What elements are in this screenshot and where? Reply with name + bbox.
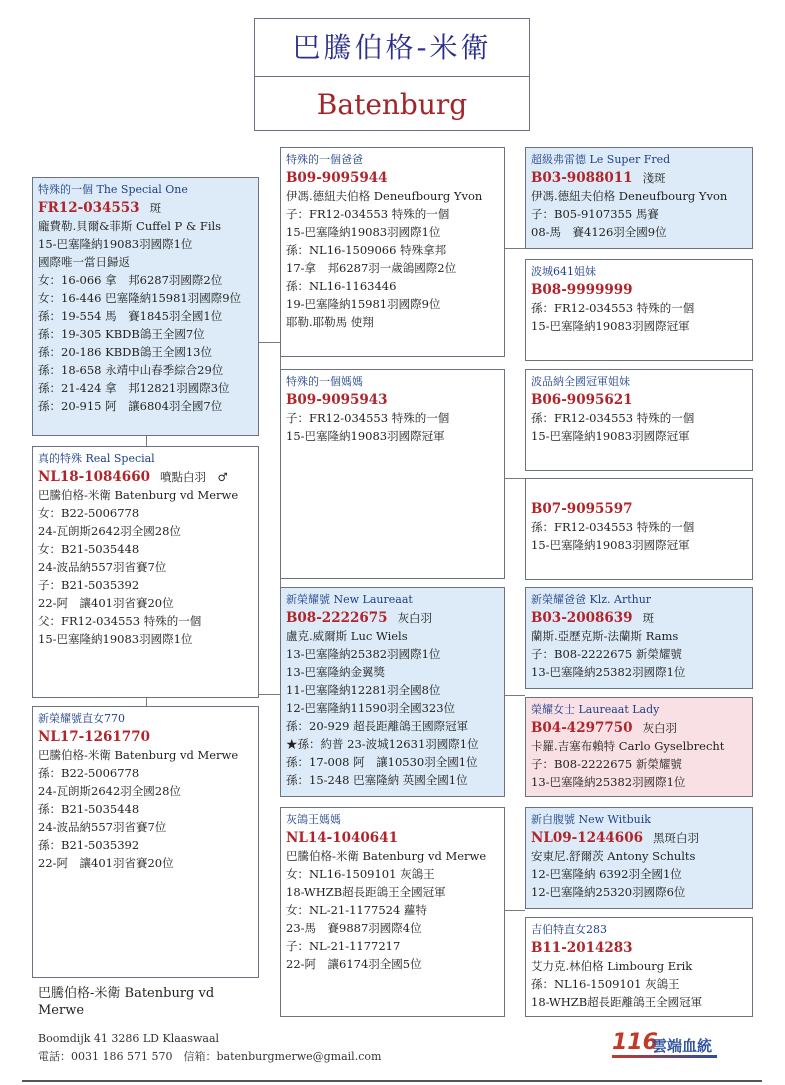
sibling2-line: 孫：B21-5035448 bbox=[38, 802, 140, 816]
gg2-line: 孫：FR12-034553 特殊的一個 bbox=[531, 301, 695, 315]
dam2-line: 18-WHZB超長距鴿王全國冠軍 bbox=[286, 885, 446, 899]
gg8-line: 孫：NL16-1509101 灰鴿王 bbox=[531, 977, 680, 991]
gg4-line: 孫：FR12-034553 特殊的一個 bbox=[531, 520, 695, 534]
gg8-line: 18-WHZB超長距離鴿王全國冠軍 bbox=[531, 995, 703, 1009]
gg7-ring: NL09-1244606 bbox=[531, 830, 643, 846]
breeder-contact: 電話：0031 186 571 570 信箱：batenburgmerwe@gmail.com bbox=[38, 1050, 382, 1063]
subject-line: 國際唯一當日歸返 bbox=[38, 255, 130, 269]
dam2-line: 女：NL16-1509101 灰鴿王 bbox=[286, 867, 435, 881]
gg4-line: 15-巴塞隆納19083羽國際冠軍 bbox=[531, 538, 690, 552]
connector bbox=[146, 436, 147, 446]
sire2-card bbox=[280, 587, 505, 797]
gg6-card bbox=[525, 697, 753, 797]
sibling1-card bbox=[32, 446, 259, 698]
title-english: Batenburg bbox=[316, 88, 468, 121]
sibling1-line: 巴騰伯格-米衛 Batenburg vd Merwe bbox=[38, 488, 239, 502]
sire2-header: 新榮耀號 New Laureaat bbox=[286, 593, 413, 606]
subject-line: 龐費勒.貝爾&菲斯 Cuffel P & Fils bbox=[38, 219, 222, 233]
gg3-header: 波品納全國冠軍姐妹 bbox=[531, 375, 630, 388]
sire2-line: 孫：15-248 巴塞隆納 英國全國1位 bbox=[286, 773, 468, 787]
gg3-line: 孫：FR12-034553 特殊的一個 bbox=[531, 411, 695, 425]
sire2-line: 12-巴塞隆納11590羽全國323位 bbox=[286, 701, 456, 715]
gg5-line: 蘭斯.亞歷克斯-法蘭斯 Rams bbox=[531, 629, 679, 643]
connector bbox=[505, 695, 525, 696]
logo-text: 雲端血統 bbox=[652, 1037, 713, 1055]
breeder-contact-block bbox=[38, 1030, 381, 1066]
sibling2-ring: NL17-1261770 bbox=[38, 729, 150, 745]
gg6-color: 灰白羽 bbox=[642, 721, 678, 735]
gg6-header: 榮耀女士 Laureaat Lady bbox=[531, 703, 660, 716]
logo-underline bbox=[612, 1055, 717, 1058]
dam2-line: 巴騰伯格-米衛 Batenburg vd Merwe bbox=[286, 849, 487, 863]
sire-ring: B09-9095944 bbox=[286, 170, 388, 186]
subject-line: 女：16-066 拿 邦6287羽國際2位 bbox=[38, 273, 223, 287]
gg8-header: 吉伯特直女283 bbox=[531, 923, 607, 936]
sibling2-line: 24-瓦朗斯2642羽全國28位 bbox=[38, 784, 181, 798]
gg8-ring: B11-2014283 bbox=[531, 940, 633, 956]
sibling1-line: 22-阿 讓401羽省賽20位 bbox=[38, 596, 174, 610]
gg1-color: 淺斑 bbox=[642, 171, 666, 185]
subject-line: 15-巴塞隆納19083羽國際1位 bbox=[38, 237, 193, 251]
title-chinese: 巴騰伯格-米衛 bbox=[255, 19, 529, 77]
subject-line: 孫：19-305 KBDB鴿王全國7位 bbox=[38, 327, 205, 341]
sire2-line: ★孫：約普 23-波城12631羽國際1位 bbox=[286, 737, 479, 751]
gg3-line: 15-巴塞隆納19083羽國際冠軍 bbox=[531, 429, 690, 443]
gg4-card bbox=[525, 478, 753, 580]
sibling1-line: 15-巴塞隆納19083羽國際1位 bbox=[38, 632, 193, 646]
connector bbox=[505, 910, 525, 911]
subject-header: 特殊的一個 The Special One bbox=[38, 183, 188, 196]
sire-line: 孫：NL16-1509066 特殊拿邦 bbox=[286, 243, 447, 257]
gg5-header: 新榮耀爸爸 Klz. Arthur bbox=[531, 593, 652, 606]
cloud-pedigree-logo bbox=[612, 1030, 722, 1058]
subject-line: 孫：18-658 永靖中山春季綜合29位 bbox=[38, 363, 224, 377]
sire2-line: 孫：17-008 阿 讓10530羽全國1位 bbox=[286, 755, 478, 769]
gg2-line: 15-巴塞隆納19083羽國際冠軍 bbox=[531, 319, 690, 333]
subject-ring: FR12-034553 bbox=[38, 200, 140, 216]
dam2-ring: NL14-1040641 bbox=[286, 830, 398, 846]
sire-header: 特殊的一個爸爸 bbox=[286, 153, 363, 166]
dam-header: 特殊的一個媽媽 bbox=[286, 375, 363, 388]
dam-ring: B09-9095943 bbox=[286, 392, 388, 408]
dam2-line: 女：NL-21-1177524 蘿特 bbox=[286, 903, 427, 917]
subject-color: 斑 bbox=[149, 201, 162, 215]
gg3-ring: B06-9095621 bbox=[531, 392, 633, 408]
dam2-line: 子：NL-21-1177217 bbox=[286, 939, 401, 953]
sire2-ring: B08-2222675 bbox=[286, 610, 388, 626]
gg4-ring: B07-9095597 bbox=[531, 501, 633, 517]
gg1-line: 08-馬 賽4126羽全國9位 bbox=[531, 225, 667, 239]
dam-line: 15-巴塞隆納19083羽國際冠軍 bbox=[286, 429, 445, 443]
gg1-ring: B03-9088011 bbox=[531, 170, 633, 186]
gg6-line: 卡羅.吉塞布賴特 Carlo Gyselbrecht bbox=[531, 739, 725, 753]
sibling1-header: 真的特殊 Real Special bbox=[38, 452, 155, 465]
gg2-header: 波城641姐妹 bbox=[531, 265, 596, 278]
sire2-line: 11-巴塞隆納12281羽全國8位 bbox=[286, 683, 441, 697]
gg7-line: 12-巴塞隆納25320羽國際6位 bbox=[531, 885, 686, 899]
gg7-card bbox=[525, 807, 753, 909]
sire2-line: 13-巴塞隆納金翼獎 bbox=[286, 665, 386, 679]
gg8-line: 艾力克.林伯格 Limbourg Erik bbox=[531, 959, 693, 973]
gg2-ring: B08-9999999 bbox=[531, 282, 633, 298]
subject-line: 女：16-446 巴塞隆納15981羽國際9位 bbox=[38, 291, 242, 305]
sibling2-line: 孫：B22-5006778 bbox=[38, 766, 140, 780]
sire-card bbox=[280, 147, 505, 357]
dam2-card bbox=[280, 807, 505, 1017]
subject-line: 孫：21-424 拿 邦12821羽國際3位 bbox=[38, 381, 230, 395]
sire-line: 子：FR12-034553 特殊的一個 bbox=[286, 207, 450, 221]
sire2-color: 灰白羽 bbox=[397, 611, 433, 625]
connector bbox=[505, 248, 525, 249]
sire-line: 17-拿 邦6287羽一歲鴿國際2位 bbox=[286, 261, 457, 275]
subject-line: 孫：20-915 阿 讓6804羽全國7位 bbox=[38, 399, 223, 413]
sibling2-line: 24-波品納557羽省賽7位 bbox=[38, 820, 167, 834]
sibling2-line: 巴騰伯格-米衛 Batenburg vd Merwe bbox=[38, 748, 239, 762]
sire-line: 伊馮.德紐夫伯格 Deneufbourg Yvon bbox=[286, 189, 483, 203]
bottom-divider bbox=[22, 1080, 762, 1082]
sire-line: 耶勒.耶勒馬 使翔 bbox=[286, 315, 374, 329]
sibling2-line: 孫：B21-5035392 bbox=[38, 838, 140, 852]
gg5-line: 子：B08-2222675 新榮耀號 bbox=[531, 647, 682, 661]
gg7-line: 安東尼.舒爾茨 Antony Schults bbox=[531, 849, 696, 863]
subject-line: 孫：20-186 KBDB鴿王全國13位 bbox=[38, 345, 212, 359]
sibling1-ring: NL18-1084660 bbox=[38, 469, 150, 485]
gg5-color: 斑 bbox=[642, 611, 655, 625]
dam2-header: 灰鴿王媽媽 bbox=[286, 813, 341, 826]
gg8-card bbox=[525, 917, 753, 1017]
sibling1-line: 子：B21-5035392 bbox=[38, 578, 140, 592]
sibling2-header: 新榮耀號直女770 bbox=[38, 712, 125, 725]
gg5-ring: B03-2008639 bbox=[531, 610, 633, 626]
breeder-address: Boomdijk 41 3286 LD Klaaswaal bbox=[38, 1032, 220, 1045]
gg1-line: 子：B05-9107355 馬賽 bbox=[531, 207, 659, 221]
sibling1-line: 父：FR12-034553 特殊的一個 bbox=[38, 614, 202, 628]
gg1-header: 超級弗雷德 Le Super Fred bbox=[531, 153, 671, 166]
sibling1-line: 24-波品納557羽省賽7位 bbox=[38, 560, 167, 574]
sire-line: 15-巴塞隆納19083羽國際1位 bbox=[286, 225, 441, 239]
sire-line: 孫：NL16-1163446 bbox=[286, 279, 397, 293]
gg1-line: 伊馮.德紐夫伯格 Deneufbourg Yvon bbox=[531, 189, 728, 203]
connector bbox=[258, 694, 280, 695]
gg4-header bbox=[531, 482, 747, 500]
sire-line: 19-巴塞隆納15981羽國際9位 bbox=[286, 297, 441, 311]
title-box bbox=[254, 18, 530, 131]
gg3-card bbox=[525, 369, 753, 471]
sire2-line: 盧克.威爾斯 Luc Wiels bbox=[286, 629, 408, 643]
connector bbox=[146, 698, 147, 706]
subject-line: 孫：19-554 馬 賽1845羽全國1位 bbox=[38, 309, 223, 323]
gg6-ring: B04-4297750 bbox=[531, 720, 633, 736]
gg7-color: 黑斑白羽 bbox=[652, 831, 699, 845]
dam-card bbox=[280, 369, 505, 579]
sire2-line: 孫：20-929 超長距離鴿王國際冠軍 bbox=[286, 719, 469, 733]
gg7-line: 12-巴塞隆納 6392羽全國1位 bbox=[531, 867, 682, 881]
sibling1-line: 24-瓦朗斯2642羽全國28位 bbox=[38, 524, 181, 538]
sibling2-line: 22-阿 讓401羽省賽20位 bbox=[38, 856, 174, 870]
gg2-card bbox=[525, 259, 753, 361]
sibling1-color: 噴點白羽 ♂ bbox=[159, 470, 228, 484]
gg6-line: 13-巴塞隆納25382羽國際1位 bbox=[531, 775, 686, 789]
subject-card bbox=[32, 177, 259, 436]
gg1-card bbox=[525, 147, 753, 249]
gg5-card bbox=[525, 587, 753, 689]
connector bbox=[258, 342, 280, 343]
sire2-line: 13-巴塞隆納25382羽國際1位 bbox=[286, 647, 441, 661]
gg6-line: 子：B08-2222675 新榮耀號 bbox=[531, 757, 682, 771]
sibling2-card bbox=[32, 706, 259, 978]
gg5-line: 13-巴塞隆納25382羽國際1位 bbox=[531, 665, 686, 679]
sibling1-line: 女：B22-5006778 bbox=[38, 506, 140, 520]
logo-number: 116 bbox=[612, 1030, 658, 1055]
sibling1-line: 女：B21-5035448 bbox=[38, 542, 140, 556]
gg7-header: 新白腹號 New Witbuik bbox=[531, 813, 651, 826]
breeder-name: 巴騰伯格-米衛 Batenburg vd Merwe bbox=[38, 986, 215, 1018]
dam2-line: 22-阿 讓6174羽全國5位 bbox=[286, 957, 422, 971]
dam-line: 子：FR12-034553 特殊的一個 bbox=[286, 411, 450, 425]
connector bbox=[505, 478, 525, 479]
dam2-line: 23-馬 賽9887羽國際4位 bbox=[286, 921, 422, 935]
